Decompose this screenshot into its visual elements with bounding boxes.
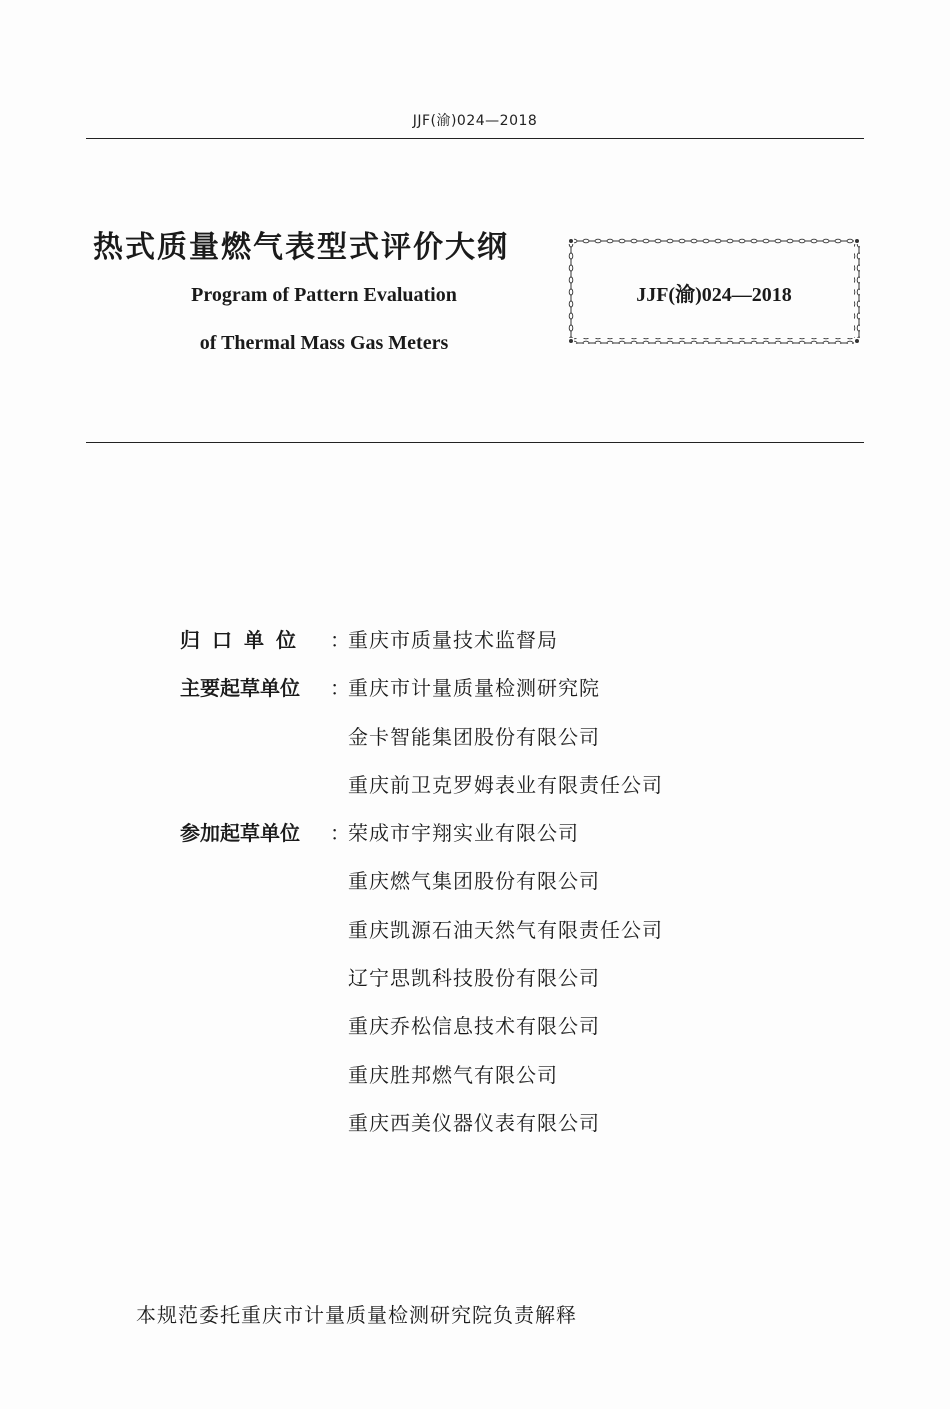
org-value: 重庆胜邦燃气有限公司	[348, 1062, 558, 1087]
org-colon: ：	[330, 821, 350, 846]
org-value: 重庆燃气集团股份有限公司	[348, 869, 600, 894]
org-value: 重庆乔松信息技术有限公司	[348, 1014, 600, 1039]
org-colon: ：	[330, 676, 350, 701]
title-english-line2: of Thermal Mass Gas Meters	[199, 332, 449, 354]
org-label: 主要起草单位	[180, 676, 300, 701]
standard-code: JJF(渝)024—2018	[636, 284, 792, 306]
org-value: 重庆凯源石油天然气有限责任公司	[348, 917, 663, 942]
title-english-line1: Program of Pattern Evaluation	[191, 284, 457, 306]
org-value: 荣成市宇翔实业有限公司	[348, 821, 579, 846]
standard-code-box	[568, 238, 860, 344]
org-value: 辽宁思凯科技股份有限公司	[348, 966, 600, 991]
org-value: 重庆市计量质量检测研究院	[348, 676, 600, 701]
org-colon: ：	[330, 628, 350, 652]
org-value: 金卡智能集团股份有限公司	[348, 724, 600, 749]
org-value: 重庆西美仪器仪表有限公司	[348, 1110, 600, 1135]
header-rule	[86, 138, 864, 139]
org-label: 归口单位	[180, 628, 308, 652]
org-label: 参加起草单位	[180, 821, 300, 846]
title-chinese: 热式质量燃气表型式评价大纲	[93, 230, 509, 265]
org-value: 重庆前卫克罗姆表业有限责任公司	[348, 772, 663, 797]
title-rule	[86, 442, 864, 443]
interpretation-note: 本规范委托重庆市计量质量检测研究院负责解释	[136, 1303, 577, 1327]
org-value: 重庆市质量技术监督局	[348, 628, 558, 652]
header-standard-code: JJF(渝)024—2018	[412, 113, 538, 129]
